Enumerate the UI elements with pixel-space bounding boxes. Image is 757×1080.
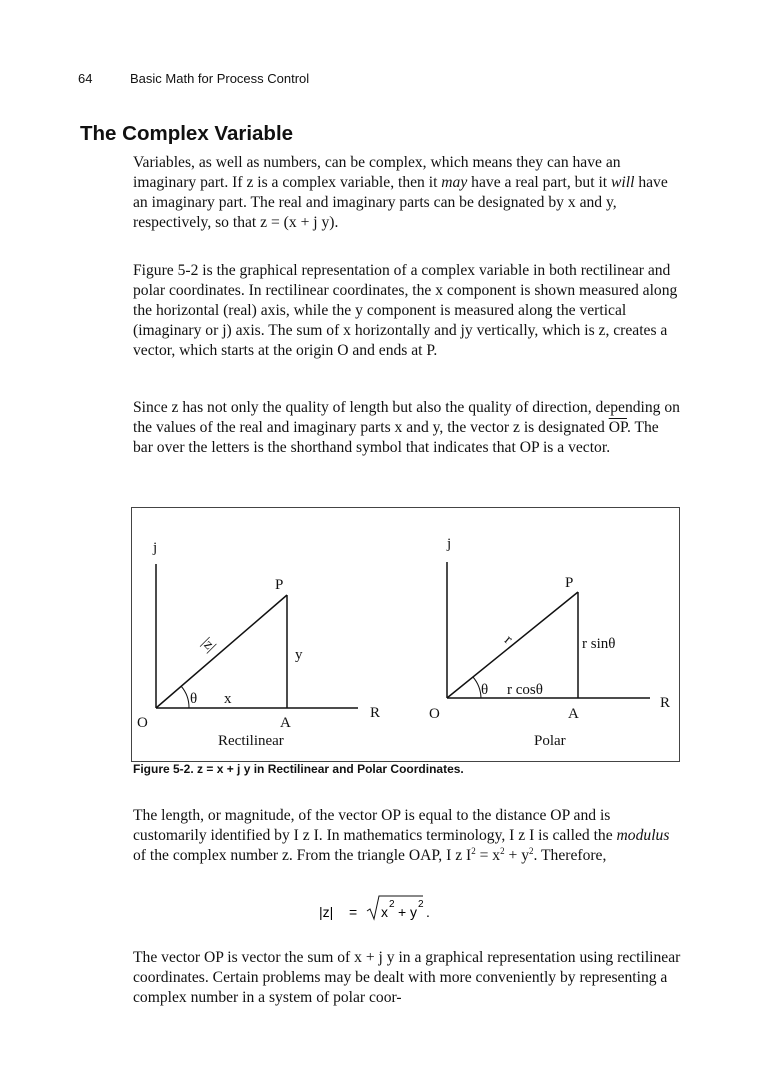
paragraph-1: Variables, as well as numbers, can be complex, which means they can have an imaginary part. If z is a complex variable, then it may have a real part, but it will have an imaginary part. The real and imaginary parts can be designated by x and y, respectively, so that z = (x + j y). — [133, 154, 668, 231]
equation-y: y — [410, 904, 417, 920]
left-theta-label: θ — [190, 691, 198, 707]
paragraph-3: Since z has not only the quality of length but also the quality of direction, depending on the values of the real and imaginary parts x and y, the vector z is designated $\overline{OP}$. The bar over the letters is the shorthand symbol that indicates that OP is a vector. — [133, 399, 680, 456]
right-r-axis-label: R — [660, 695, 671, 711]
running-head — [78, 71, 309, 86]
right-a-label: A — [568, 706, 579, 722]
left-theta-arc — [181, 686, 189, 708]
rectilinear-diagram — [137, 540, 380, 749]
running-title: Basic Math for Process Control — [130, 71, 310, 86]
left-vector-op — [156, 595, 287, 708]
paragraph-5: The vector OP is vector the sum of x + j y in a graphical representation using rectilinear coordinates. Certain problems may be dealt with more conveniently by representing a complex number in a system of polar coor- — [133, 949, 681, 1006]
left-z-label: |z| — [198, 634, 219, 656]
right-j-label: j — [447, 536, 452, 552]
left-r-label: R — [370, 705, 381, 721]
figure-caption: Figure 5-2. z = x + j y in Rectilinear and Polar Coordinates. — [133, 762, 464, 776]
left-subtitle: Rectilinear — [218, 733, 284, 749]
equation-x: x — [381, 904, 388, 920]
page-number: 64 — [78, 71, 93, 86]
left-a-label: A — [280, 715, 291, 731]
equation-x-exp: 2 — [389, 899, 395, 910]
right-rcos-label: r cosθ — [507, 682, 543, 698]
modulus-equation — [315, 888, 445, 924]
equation-lhs: |z| — [319, 904, 334, 920]
right-rsin-label: r sinθ — [582, 636, 616, 652]
equation-equals: = — [349, 904, 358, 920]
right-theta-label: θ — [481, 682, 489, 698]
equation-y-exp: 2 — [418, 899, 424, 910]
paragraph-4: The length, or magnitude, of the vector OP is equal to the distance OP and is customarily identified by I z I. In mathematics terminology, I z I is called the modulus of the complex number z. From the triangle OAP, I z $I^2 = x^2 + y^2$. Therefore, — [133, 807, 670, 864]
equation-end: . — [426, 904, 430, 920]
equation-plus: + — [398, 904, 407, 920]
vector-op: $\overline{OP}$ — [608, 419, 627, 436]
right-subtitle: Polar — [534, 733, 566, 749]
paragraph-2: Figure 5-2 is the graphical representation of a complex variable in both rectilinear and polar coordinates. In rectilinear coordinates, the x component is shown measured along the horizontal (real) axis, while the y component is measured along the vertical (imaginary or j) axis. The sum of x horizontally and jy vertically, which is z, creates a vector, which starts at the origin O and ends at P. — [133, 262, 678, 359]
section-title: The Complex Variable — [80, 122, 294, 145]
left-y-label: y — [295, 647, 303, 663]
polar-diagram — [429, 536, 670, 749]
right-o-label: O — [429, 706, 440, 722]
left-p-label: P — [275, 577, 284, 593]
figure-diagram — [132, 508, 679, 761]
figure-5-2 — [131, 507, 680, 762]
right-theta-arc — [473, 677, 481, 698]
right-r-label: r — [501, 632, 516, 648]
left-j-label: j — [153, 540, 158, 556]
left-x-label: x — [224, 691, 232, 707]
left-o-label: O — [137, 715, 148, 731]
right-p-label: P — [565, 575, 574, 591]
